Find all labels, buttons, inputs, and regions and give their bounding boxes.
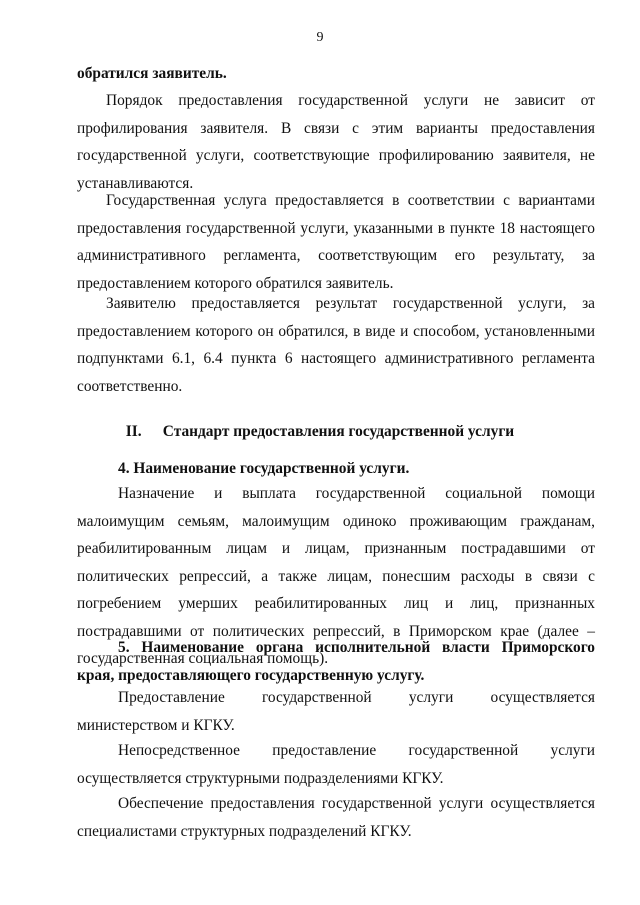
section-title: Стандарт предоставления государственной услуги (162, 423, 515, 440)
paragraph-continuation: обратился заявитель. (77, 65, 227, 82)
paragraph-service-name: Назначение и выплата государственной социальной помощи малоимущим семьям, малоимущим одиноко проживающим гражданам, реабилитированным лицам и лицам, признанным пострадавшими от политических репрессий, а также лицам, понесшим расходы в связи с погребением умерших реабилитированных лиц и лиц, признанных пострадавшими от политических репрессий, в Приморском крае (далее – государственная социальная помощь). (77, 485, 595, 667)
section-number: II. (125, 423, 142, 440)
page-number: 9 (316, 30, 324, 45)
section-heading (0, 422, 640, 442)
paragraph-specialists: Обеспечение предоставления государственной услуги осуществляется специалистами структурных подразделений КГКУ. (77, 795, 595, 840)
paragraph-authority: Предоставление государственной услуги осуществляется министерством и КГКУ. (77, 689, 595, 734)
paragraph-direct-provision: Непосредственное предоставление государственной услуги осуществляется структурными подразделениями КГКУ. (77, 742, 595, 787)
paragraph-result: Заявителю предоставляется результат государственной услуги, за предоставлением которого он обратился, в виде и способом, установленными подпунктами 6.1, 6.4 пункта 6 настоящего административного регламента соответственно. (77, 295, 595, 395)
heading-service-name: 4. Наименование государственной услуги. (118, 460, 410, 477)
heading-authority: 5. Наименование органа исполнительной власти Приморского края, предоставляющего государственную услугу. (77, 639, 595, 684)
paragraph-variants: Государственная услуга предоставляется в соответствии с вариантами предоставления государственной услуги, указанными в пункте 18 настоящего административного регламента, соответствующим его результату, за предоставлением которого обратился заявитель. (77, 192, 595, 292)
paragraph-profiling: Порядок предоставления государственной услуги не зависит от профилирования заявителя. В связи с этим варианты предоставления государственной услуги, соответствующие профилированию заявителя, не устанавливаются. (77, 92, 595, 192)
